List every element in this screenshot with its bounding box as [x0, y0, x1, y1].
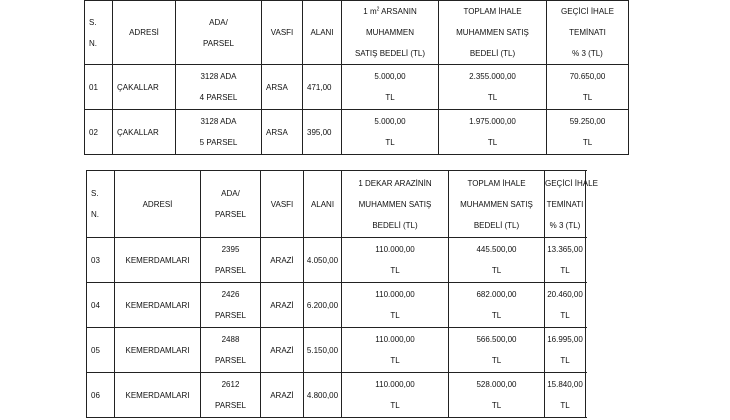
cell-total-price: 528.000,00 TL [449, 373, 545, 418]
cell-deposit: 16.995,00 TL [545, 328, 586, 373]
cell-sn: 05 [87, 328, 115, 373]
cell-vasfi: ARAZİ [261, 328, 304, 373]
cell-ada-parsel: 2395 PARSEL [201, 238, 261, 283]
cell-unit-price: 110.000,00 TL [342, 328, 449, 373]
cell-total-price: 2.355.000,00 TL [439, 65, 547, 110]
cell-alani: 4.800,00 [304, 373, 342, 418]
cell-ada-parsel: 3128 ADA 5 PARSEL [176, 110, 262, 155]
header-adres: ADRESİ [113, 1, 176, 65]
cell-alani: 6.200,00 [304, 283, 342, 328]
table-row [85, 65, 629, 110]
cell-alani: 4.050,00 [304, 238, 342, 283]
cell-unit-price: 110.000,00 TL [342, 373, 449, 418]
land-sale-table-2 [86, 170, 598, 418]
cell-vasfi: ARSA [262, 65, 303, 110]
cell-deposit: 59.250,00 TL [547, 110, 629, 155]
cell-sn: 04 [87, 283, 115, 328]
cell-sn: 02 [85, 110, 113, 155]
header-total-price: TOPLAM İHALE MUHAMMEN SATIŞ BEDELİ (TL) [449, 171, 545, 238]
header-sn: S. N. [85, 1, 113, 65]
cell-ada-parsel: 3128 ADA 4 PARSEL [176, 65, 262, 110]
header-ada-parsel: ADA/ PARSEL [201, 171, 261, 238]
cell-adres: ÇAKALLAR [113, 65, 176, 110]
header-total-price: TOPLAM İHALE MUHAMMEN SATIŞ BEDELİ (TL) [439, 1, 547, 65]
table-header-row [87, 171, 586, 238]
cell-deposit: 20.460,00 TL [545, 283, 586, 328]
cell-adres: KEMERDAMLARI [115, 328, 201, 373]
header-unit-price: 1 $m^2$ ARSANIN MUHAMMEN SATIŞ BEDELİ (TL) [342, 1, 439, 65]
header-vasfi: VASFI [261, 171, 304, 238]
header-ada-parsel: ADA/ PARSEL [176, 1, 262, 65]
table-row [87, 373, 586, 418]
header-vasfi: VASFI [262, 1, 303, 65]
header-alani: ALANI [304, 171, 342, 238]
land-sale-table-1 [84, 0, 629, 155]
cell-deposit: 13.365,00 TL [545, 238, 586, 283]
cell-alani: 395,00 [303, 110, 342, 155]
cell-adres: ÇAKALLAR [113, 110, 176, 155]
cell-total-price: 1.975.000,00 TL [439, 110, 547, 155]
cell-ada-parsel: 2426 PARSEL [201, 283, 261, 328]
cell-vasfi: ARAZİ [261, 238, 304, 283]
table-row [87, 328, 586, 373]
cell-unit-price: 5.000,00 TL [342, 110, 439, 155]
header-deposit: GEÇİCİ İHALE TEMİNATI % 3 (TL) [545, 171, 586, 238]
cell-adres: KEMERDAMLARI [115, 238, 201, 283]
cell-unit-price: 110.000,00 TL [342, 238, 449, 283]
cell-adres: KEMERDAMLARI [115, 373, 201, 418]
cell-deposit: 70.650,00 TL [547, 65, 629, 110]
cell-total-price: 445.500,00 TL [449, 238, 545, 283]
cell-total-price: 566.500,00 TL [449, 328, 545, 373]
cell-adres: KEMERDAMLARI [115, 283, 201, 328]
cell-unit-price: 5.000,00 TL [342, 65, 439, 110]
cell-alani: 5.150,00 [304, 328, 342, 373]
table-row [87, 238, 586, 283]
cell-total-price: 682.000,00 TL [449, 283, 545, 328]
cell-unit-price: 110.000,00 TL [342, 283, 449, 328]
cell-ada-parsel: 2488 PARSEL [201, 328, 261, 373]
table-header-row [85, 1, 629, 65]
cell-sn: 06 [87, 373, 115, 418]
header-adres: ADRESİ [115, 171, 201, 238]
header-alani: ALANI [303, 1, 342, 65]
header-unit-price: 1 DEKAR ARAZİNİN MUHAMMEN SATIŞ BEDELİ (TL) [342, 171, 449, 238]
cell-vasfi: ARSA [262, 110, 303, 155]
cell-sn: 01 [85, 65, 113, 110]
cell-vasfi: ARAZİ [261, 373, 304, 418]
table-row [87, 283, 586, 328]
header-sn: S. N. [87, 171, 115, 238]
cell-deposit: 15.840,00 TL [545, 373, 586, 418]
header-deposit: GEÇİCİ İHALE TEMİNATI % 3 (TL) [547, 1, 629, 65]
cell-vasfi: ARAZİ [261, 283, 304, 328]
cell-sn: 03 [87, 238, 115, 283]
cell-ada-parsel: 2612 PARSEL [201, 373, 261, 418]
cell-alani: 471,00 [303, 65, 342, 110]
table-row [85, 110, 629, 155]
